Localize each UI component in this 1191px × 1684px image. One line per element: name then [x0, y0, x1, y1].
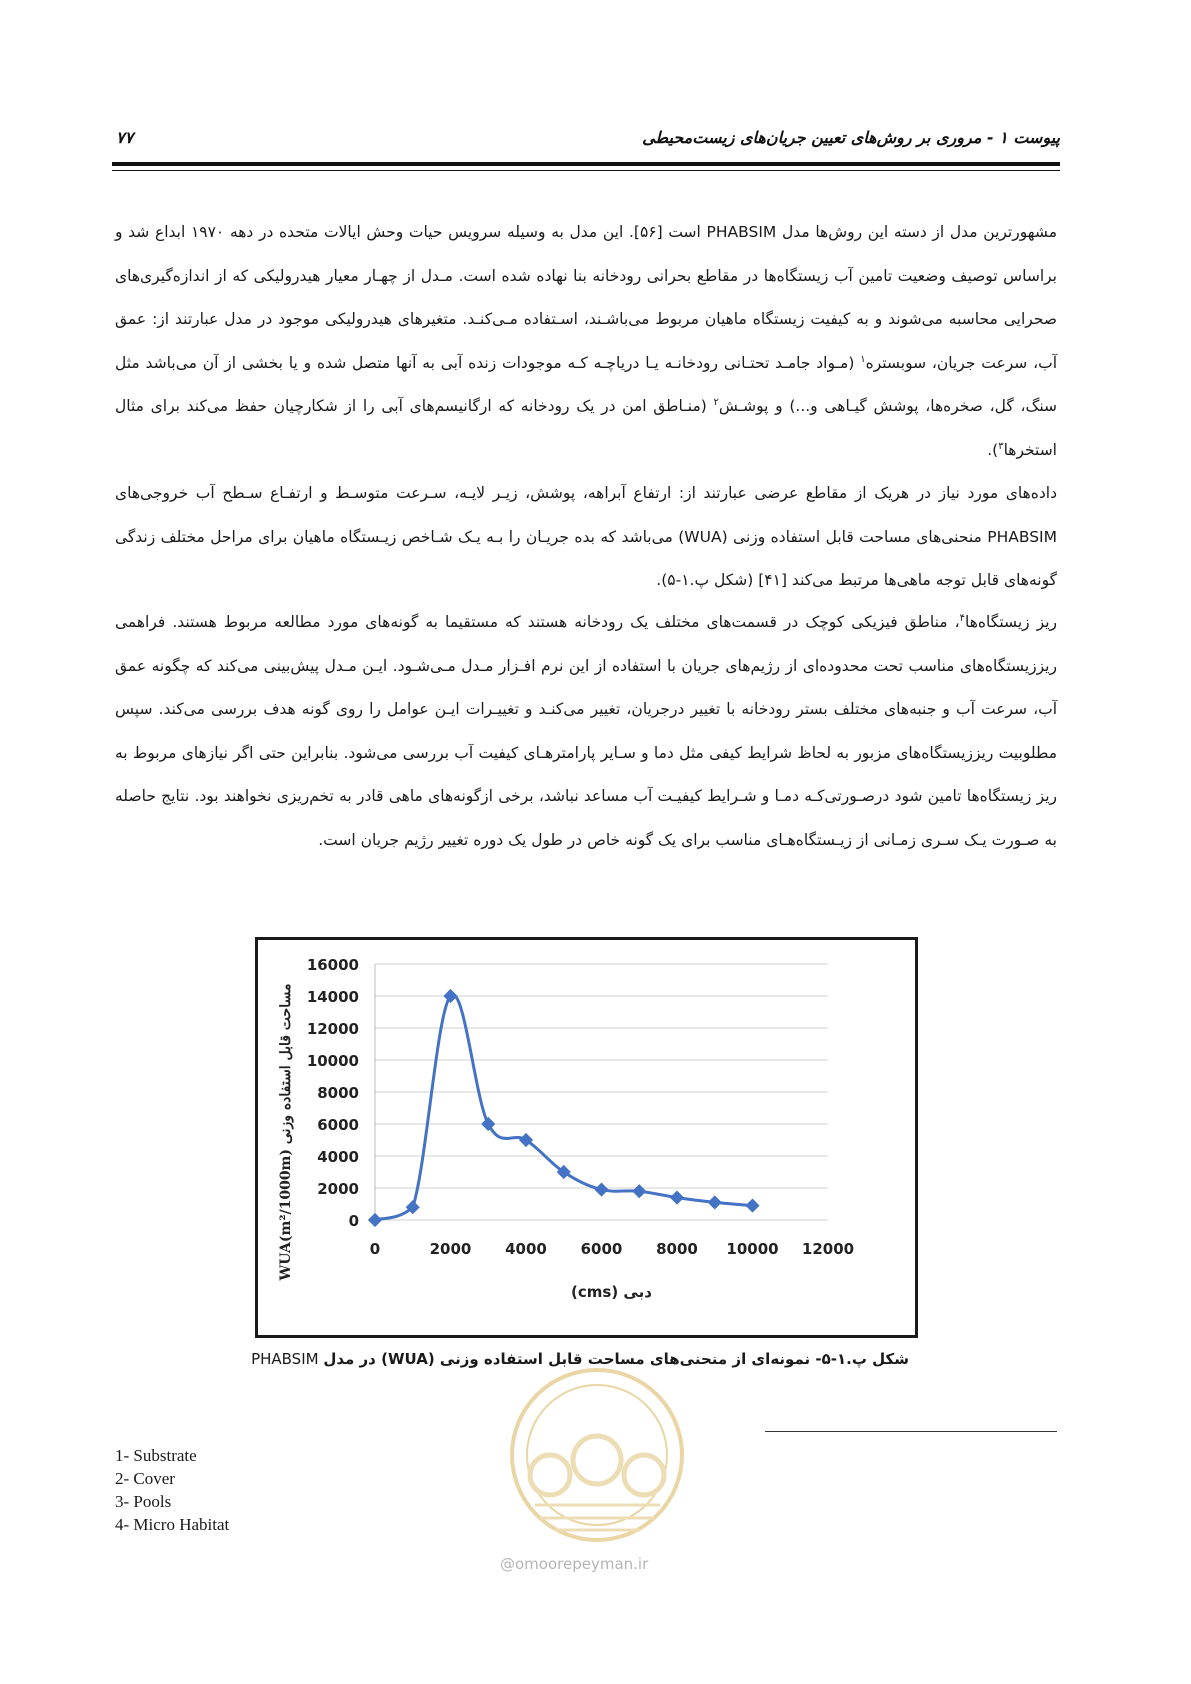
- footnote-ref-1: ۱: [860, 353, 866, 365]
- data-point: [632, 1184, 646, 1198]
- page-number: ۷۷: [116, 128, 134, 147]
- header-rule-thick: [112, 162, 1060, 166]
- y-tick-label: 0: [348, 1212, 359, 1230]
- data-point: [368, 1213, 382, 1227]
- footnote-rule: [765, 1431, 1057, 1432]
- header-rule-thin: [112, 170, 1060, 171]
- y-tick-label: 10000: [306, 1052, 359, 1070]
- footnote-ref-2: ۲: [713, 396, 719, 408]
- y-axis-label: WUA(m²/1000m) مساحت قابل استفاده وزنی: [278, 983, 294, 1281]
- x-tick-label: 6000: [580, 1240, 623, 1258]
- y-tick-label: 8000: [317, 1084, 359, 1102]
- data-point: [745, 1199, 759, 1213]
- data-point: [481, 1117, 495, 1131]
- y-tick-label: 12000: [306, 1020, 359, 1038]
- footnote-item: 3- Pools: [115, 1492, 172, 1511]
- x-tick-label: 2000: [429, 1240, 472, 1258]
- y-tick-label: 6000: [317, 1116, 359, 1134]
- paragraph-1-close: ).: [987, 440, 999, 459]
- paragraph-micro-habitat: [115, 601, 1057, 862]
- watermark-url: @omoorepeyman.ir: [500, 1555, 649, 1573]
- y-tick-label: 16000: [306, 956, 359, 974]
- data-point: [708, 1195, 722, 1209]
- y-tick-label: 14000: [306, 988, 359, 1006]
- x-tick-label: 0: [369, 1240, 381, 1258]
- paragraph-1-end: (منـاطق امن در یک رودخانه که ارگانیسم‌های آبی را از شکارچیان حفظ می‌کند برای مثال استخرها: [115, 397, 1057, 459]
- data-point: [594, 1183, 608, 1197]
- footnotes: [115, 1444, 229, 1536]
- x-tick-label: 4000: [505, 1240, 547, 1258]
- y-tick-label: 2000: [317, 1180, 359, 1198]
- x-tick-label: 12000: [801, 1240, 855, 1258]
- footnote-item: 4- Micro Habitat: [115, 1515, 230, 1534]
- footnote-ref-3: ۳: [998, 440, 1004, 452]
- running-header-title: پیوست ۱ - مروری بر روش‌های تعیین جریان‌های زیست‌محیطی: [642, 128, 1060, 147]
- x-axis-label: دبی (cms): [571, 1283, 652, 1301]
- footnote-item: 2- Cover: [115, 1469, 175, 1488]
- footnote-item: 1- Substrate: [115, 1446, 197, 1465]
- paragraph-data-requirements: داده‌های مورد نیاز در هریک از مقاطع عرضی عبارتند از: ارتفاع آبراهه، پوشش، زیـر لایـه، سـرعت متوسـط و ارتفـاع سـطح آب خروجی‌های PHABSIM منحنی‌های مساحت قابل استفاده وزنی (WUA) می‌باشد که بده جریـان را بـه یـک شـاخص زیـستگاه ماهیان برای مراحل مختلف زندگی گونه‌های قابل توجه ماهی‌ها مرتبط می‌کند [۴۱] (شکل پ.۱-۵).: [115, 484, 1057, 589]
- watermark-logo: [480, 1360, 715, 1550]
- caption-model: PHABSIM: [251, 1350, 324, 1368]
- paragraph-1-text: مشهورترین مدل از دسته این روش‌ها مدل PHABSIM است [۵۶]. این مدل به وسیله سرویس حیات وحش ایالات متحده در دهه ۱۹۷۰ ابداع شد و براساس توصیف وضعیت تامین آب زیستگاه‌ها در مقاطع بحرانی رودخانه بنا نهاده شده است. مـدل از چهـار معیار هیدرولیکی که از اندازه‌گیری‌های صحرایی محاسبه می‌شوند و به کیفیت زیستگاه ماهیان مربوط می‌باشـند، اسـتفاده مـی‌کنـد. متغیرهای هیدرولیکی موجود در مدل عبارتند از: عمق آب، سرعت جریان، سوبستره: [115, 223, 1058, 372]
- y-tick-label: 4000: [317, 1148, 359, 1166]
- data-point: [670, 1191, 684, 1205]
- paragraph-3-text: ، مناطق فیزیکی کوچک در قسمت‌های مختلف یک رودخانه هستند که مستقیما به گونه‌های مورد مطالعه مربوط هستند. فراهمی ریززیستگاه‌های مناسب تحت محدوده‌ای از رژیم‌های جریان با استفاده از این نرم افـزار مـدل مـی‌شـود. ایـن مـدل پیش‌بینی می‌کند که چگونه عمق آب، سرعت آب و جنبه‌های مختلف بستر رودخانه با تغییر درجریان، تغییر می‌کنـد و تغییـرات ایـن عوامل را روی گونه هدف بررسی می‌کند. سپس مطلوبیت ریززیستگاه‌های مزبور به لحاظ شرایط کیفی مثل دما و سـایر پارامترهـای کیفیت آب بررسی می‌شود. بنابراین حتی اگر نیازهای مربوط به ریز زیستگاه‌ها تامین شود درصـورتی‌کـه دمـا و شـرایط کیفیـت آب مساعد نباشد، برخی ازگونه‌های ماهی قادر به تخم‌ریزی نخواهند بود. نتایج حاصله به صـورت یـک سـری زمـانی از زیـستگاه‌هـای مناسب برای یک گونه خاص در طول یک دوره تغییر رژیم جریان است.: [115, 613, 1057, 849]
- x-tick-label: 8000: [656, 1240, 698, 1258]
- caption-bold: شکل پ.۱-۵- نمونه‌ای از منحنی‌های مساحت قابل استفاده وزنی (WUA) در مدل: [323, 1350, 909, 1368]
- footnote-ref-4: ۴: [959, 612, 966, 624]
- figure-wua-chart: [255, 937, 918, 1338]
- data-point: [443, 989, 457, 1003]
- paragraph-1-mid: (مـواد جامـد تحتـانی رودخانـه یـا دریاچـه کـه موجودات زنده آبی به آنها متصل شده و یا بخشی از آن می‌باشد مثل سنگ، گل، صخره‌ها، پوشش گیـاهی و...) و پوشـش: [115, 353, 1057, 415]
- paragraph-3-start: ریز زیستگاه‌ها: [965, 613, 1057, 631]
- x-tick-label: 10000: [726, 1240, 779, 1258]
- chart-svg: [258, 940, 915, 1335]
- paragraph-phabsim-intro: [115, 211, 1057, 472]
